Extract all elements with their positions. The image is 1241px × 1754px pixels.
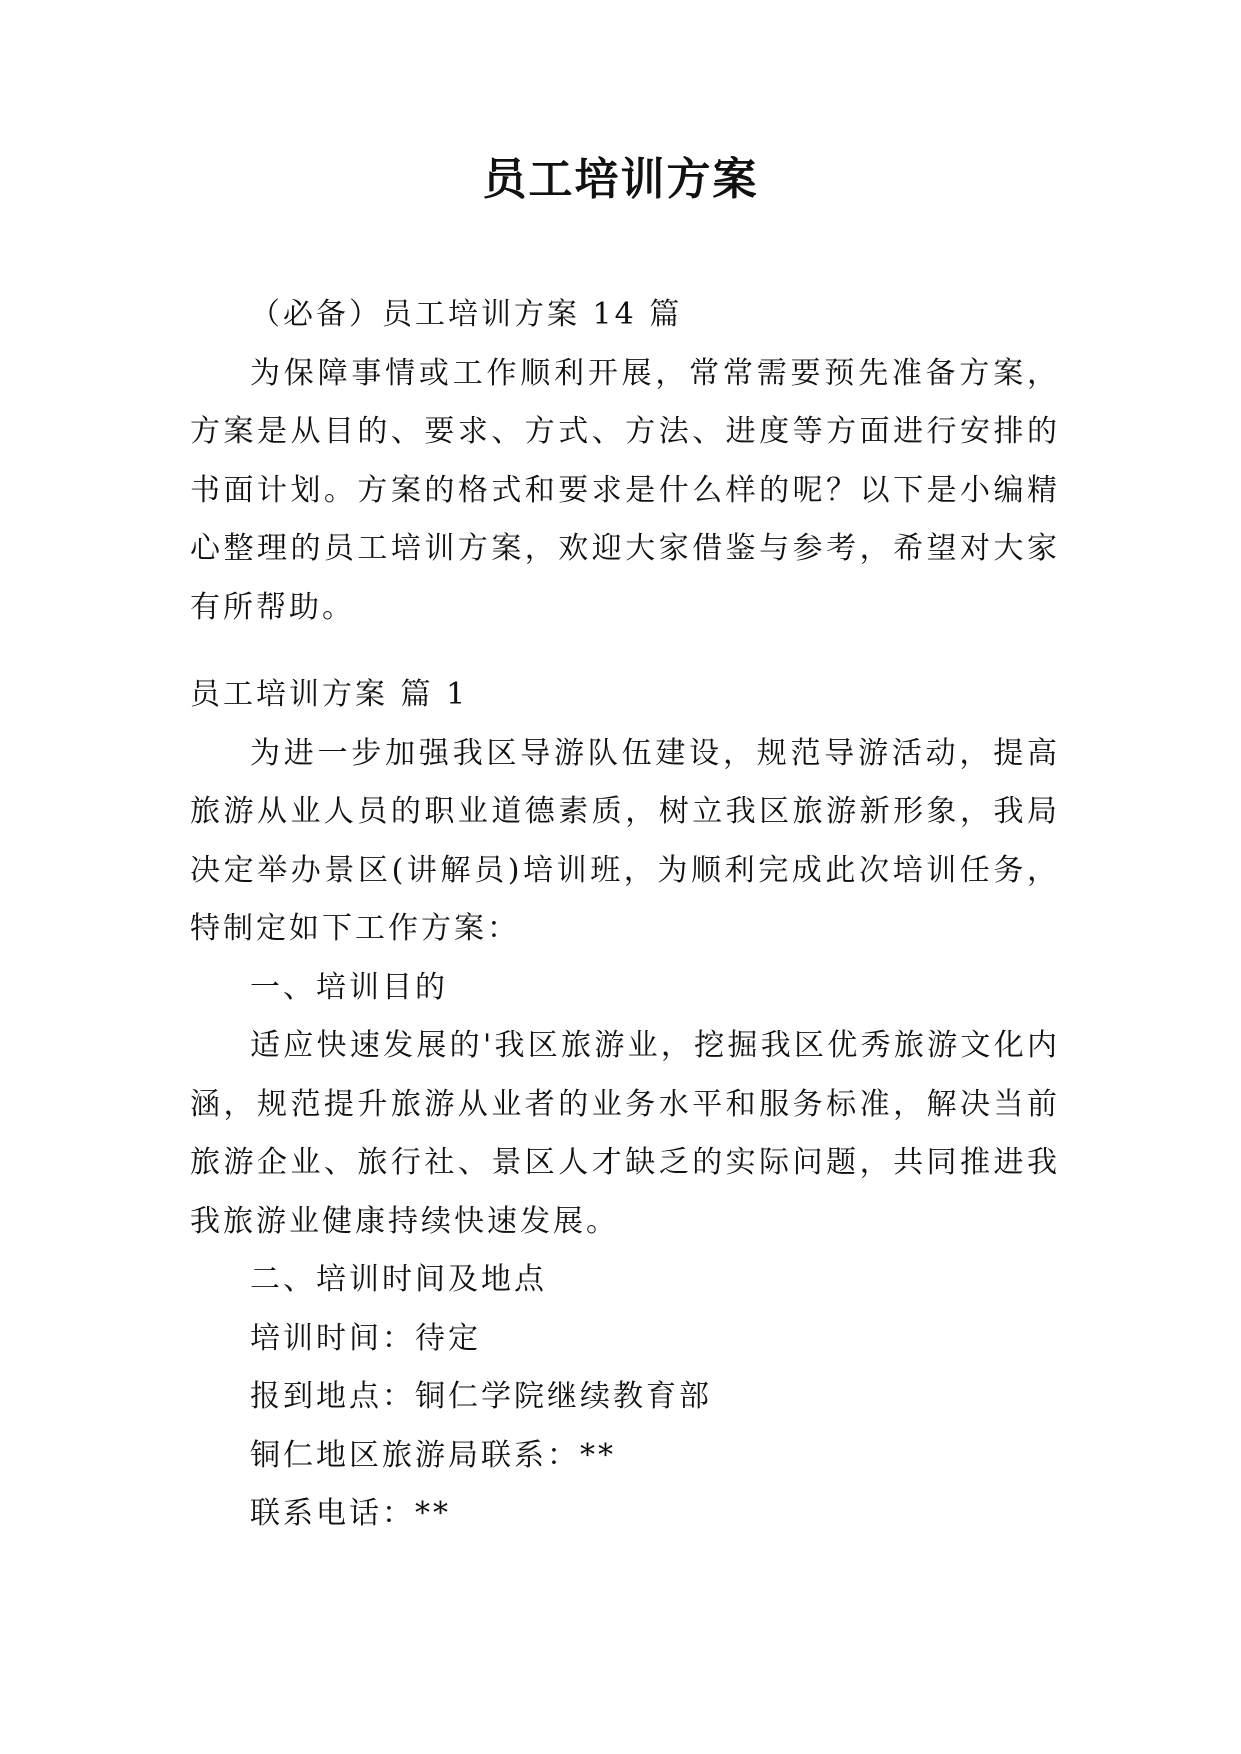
document-title: 员工培训方案 bbox=[482, 154, 759, 205]
heading-training-purpose: 一、培训目的 bbox=[250, 969, 448, 1005]
report-location-line: 报到地点：铜仁学院继续教育部 bbox=[250, 1379, 712, 1414]
tourism-bureau-contact-line: 铜仁地区旅游局联系：** bbox=[250, 1437, 616, 1473]
training-time-line: 培训时间：待定 bbox=[250, 1320, 481, 1356]
section-heading: 员工培训方案 篇 1 bbox=[190, 677, 469, 712]
contact-phone-line: 联系电话：** bbox=[250, 1496, 451, 1531]
body-paragraph: 适应快速发展的'我区旅游业，挖掘我区优秀旅游文化内涵，规范提升旅游从业者的业务水平和服务标准，解决当前旅游企业、旅行社、景区人才缺乏的实际问题，共同推进我我旅游业健康持续快速发展。 bbox=[190, 1028, 1060, 1239]
section-1 bbox=[190, 666, 1060, 1544]
heading-training-time-place: 二、培训时间及地点 bbox=[250, 1262, 547, 1297]
intro-block bbox=[190, 286, 1060, 637]
body-paragraph: 为进一步加强我区导游队伍建设，规范导游活动，提高旅游从业人员的职业道德素质，树立我区旅游新形象，我局决定举办景区(讲解员)培训班，为顺利完成此次培训任务，特制定如下工作方案： bbox=[190, 735, 1060, 946]
intro-paragraph: 为保障事情或工作顺利开展，常常需要预先准备方案，方案是从目的、要求、方式、方法、进度等方面进行安排的书面计划。方案的格式和要求是什么样的呢？以下是小编精心整理的员工培训方案，欢迎大家借鉴与参考，希望对大家有所帮助。 bbox=[190, 355, 1060, 625]
subtitle-line: （必备）员工培训方案 14 篇 bbox=[250, 297, 683, 332]
